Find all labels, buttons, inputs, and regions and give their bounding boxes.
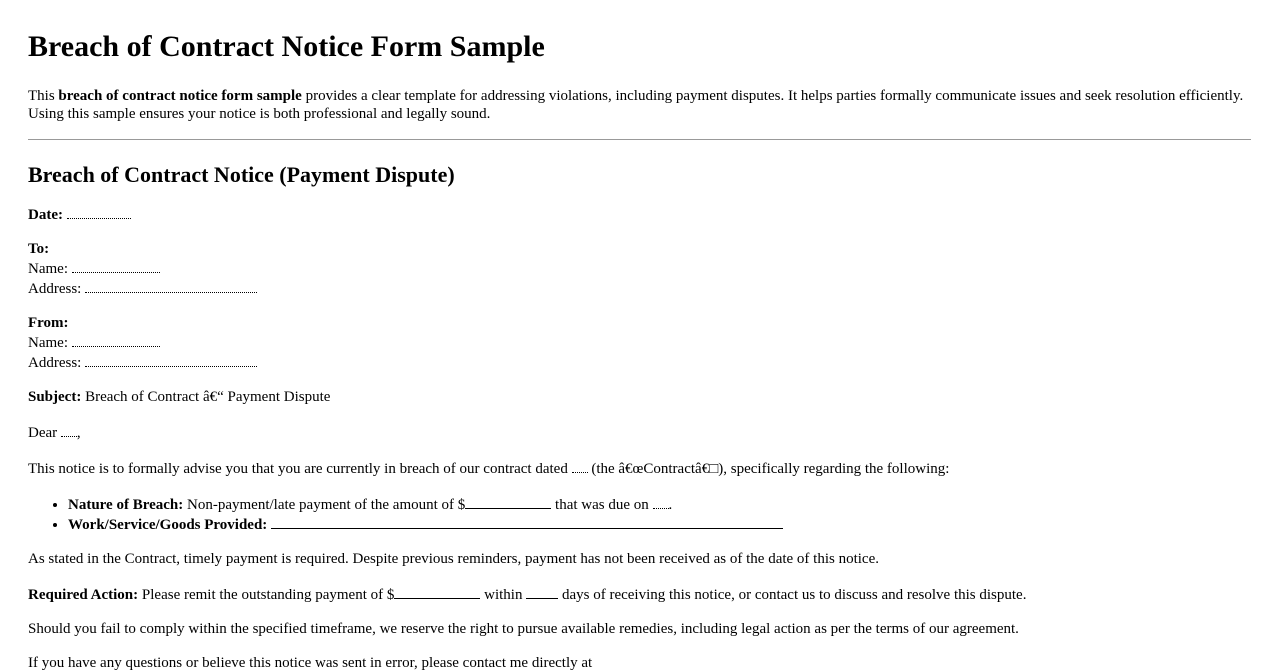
list-item <box>68 514 1250 534</box>
dear-comma: , <box>76 425 81 441</box>
list-item <box>68 494 1250 514</box>
subject-label: Subject: <box>28 389 82 405</box>
work-label: Work/Service/Goods Provided: <box>68 517 268 533</box>
intro-text-rest: provides a clear template for addressing violations, including payment disputes. It helps parties formally communicate issues and seek resolution efficiently. Using this sample ensures your notice is both professional and legally sound. <box>28 88 1244 122</box>
intro-paragraph <box>28 87 1250 123</box>
nature-post: . <box>668 497 673 513</box>
recipient-blank[interactable] <box>61 422 77 437</box>
from-name-label: Name: <box>28 335 68 351</box>
stated-paragraph: As stated in the Contract, timely payment is required. Despite previous reminders, payment has not been received as of the date of this notice. <box>28 551 880 567</box>
from-block <box>28 314 1250 372</box>
required-mid: within <box>480 587 527 603</box>
notice-text-rest: (the â€œContractâ€□), specifically regarding the following: <box>587 461 950 477</box>
days-blank[interactable] <box>526 584 558 599</box>
divider <box>28 139 1251 140</box>
remit-amount-blank[interactable] <box>394 584 480 599</box>
subject-line <box>28 388 1250 406</box>
page-title: Breach of Contract Notice Form Sample <box>28 30 545 63</box>
to-name-blank[interactable] <box>72 258 160 273</box>
nature-mid: that was due on <box>551 497 653 513</box>
from-name-blank[interactable] <box>72 332 160 347</box>
to-address-blank[interactable] <box>85 278 257 293</box>
to-block <box>28 240 1250 298</box>
subject-text: Breach of Contract â€“ Payment Dispute <box>81 389 331 405</box>
intro-text: This <box>28 88 59 104</box>
to-name-label: Name: <box>28 261 68 277</box>
to-label: To: <box>28 241 50 257</box>
from-label: From: <box>28 315 69 331</box>
work-blank[interactable] <box>271 514 783 529</box>
date-label: Date: <box>28 207 63 223</box>
fail-paragraph: Should you fail to comply within the specified timeframe, we reserve the right to pursue available remedies, including legal action as per the terms of our agreement. <box>28 621 1019 637</box>
required-post: days of receiving this notice, or contact us to discuss and resolve this dispute. <box>558 587 1027 603</box>
questions-paragraph: If you have any questions or believe this notice was sent in error, please contact me directly at <box>28 655 593 671</box>
from-address-label: Address: <box>28 355 82 371</box>
notice-paragraph <box>28 458 1250 478</box>
date-line <box>28 204 1250 224</box>
due-date-blank[interactable] <box>653 494 669 509</box>
amount-blank[interactable] <box>465 494 551 509</box>
required-action <box>28 584 1250 604</box>
contract-date-blank[interactable] <box>572 458 588 473</box>
required-text: Please remit the outstanding payment of $ <box>138 587 395 603</box>
salutation <box>28 422 1250 442</box>
from-address-blank[interactable] <box>85 352 257 367</box>
nature-label: Nature of Breach: <box>68 497 184 513</box>
breach-list <box>28 494 1250 534</box>
nature-text: Non-payment/late payment of the amount of $ <box>183 497 466 513</box>
dear-text: Dear <box>28 425 61 441</box>
required-label: Required Action: <box>28 587 139 603</box>
notice-title: Breach of Contract Notice (Payment Dispute) <box>28 162 455 187</box>
to-address-label: Address: <box>28 281 82 297</box>
notice-text: This notice is to formally advise you that you are currently in breach of our contract dated <box>28 461 572 477</box>
intro-bold: breach of contract notice form sample <box>58 88 302 104</box>
date-blank[interactable] <box>67 204 131 219</box>
